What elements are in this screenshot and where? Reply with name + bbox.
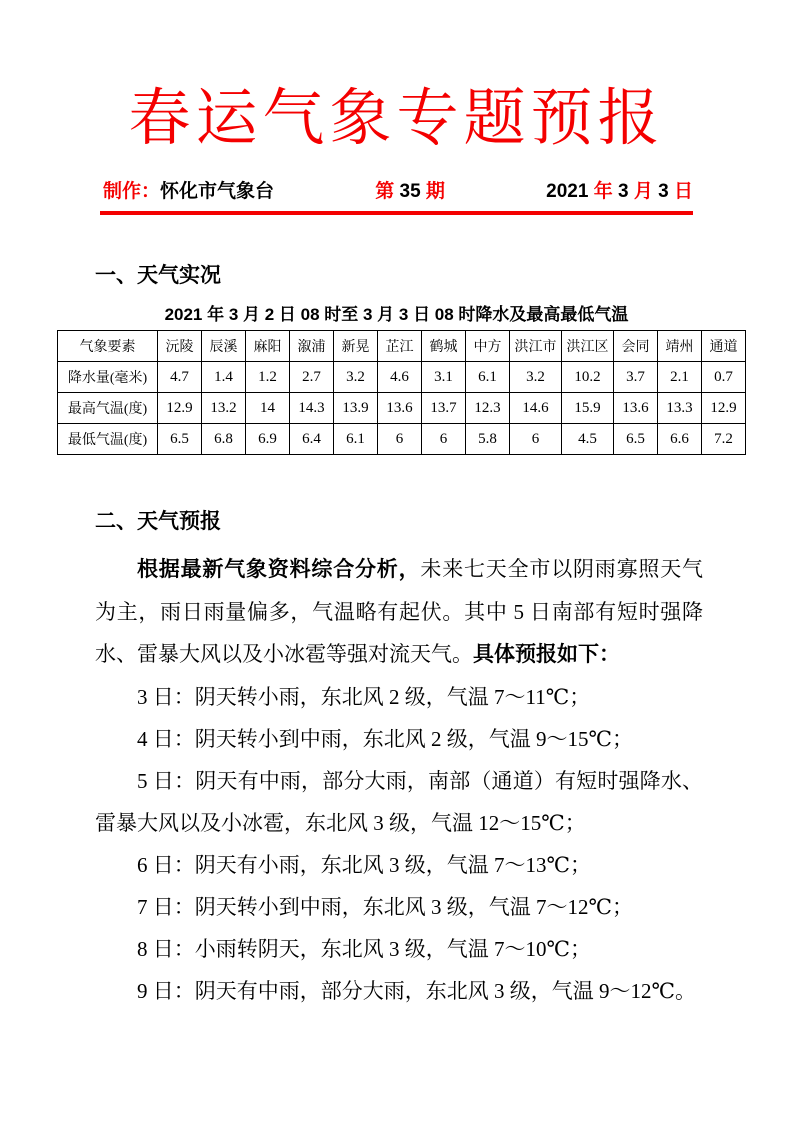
table-cell: 15.9	[562, 393, 614, 424]
column-header: 气象要素	[58, 331, 158, 362]
table-cell: 1.2	[246, 362, 290, 393]
document-title: 春运气象专题预报	[128, 85, 665, 153]
producer	[103, 176, 274, 203]
table-cell: 6.8	[202, 424, 246, 455]
forecast-intro-tail: 具体预报如下：	[473, 643, 620, 667]
row-label: 降水量(毫米)	[58, 362, 158, 393]
table-cell: 13.6	[614, 393, 658, 424]
table-header-row	[58, 331, 746, 362]
table-cell: 6.1	[466, 362, 510, 393]
forecast-line: 7 日：阴天转小到中雨，东北风 3 级，气温 7～12℃；	[137, 895, 633, 920]
table-row	[58, 424, 746, 455]
issue-segment: 35	[399, 181, 421, 202]
column-header: 洪江区	[562, 331, 614, 362]
table-cell: 10.2	[562, 362, 614, 393]
forecast-line: 4 日：阴天转小到中雨，东北风 2 级，气温 9～15℃；	[137, 727, 633, 752]
date-segment: 2021	[546, 181, 589, 202]
column-header: 溆浦	[290, 331, 334, 362]
table-cell: 14.3	[290, 393, 334, 424]
table-cell: 14	[246, 393, 290, 424]
table-cell: 4.6	[378, 362, 422, 393]
forecast-intro-lead: 根据最新气象资料综合分析，	[137, 558, 421, 582]
table-cell: 13.9	[334, 393, 378, 424]
table-cell: 12.9	[158, 393, 202, 424]
table-cell: 12.3	[466, 393, 510, 424]
forecast-line: 3 日：阴天转小雨，东北风 2 级，气温 7～11℃；	[137, 685, 591, 710]
table-cell: 3.7	[614, 362, 658, 393]
table-cell: 6	[378, 424, 422, 455]
producer-value: 怀化市气象台	[160, 181, 275, 202]
forecast-block	[95, 548, 703, 1012]
issue-date	[546, 176, 693, 203]
table-cell: 3.2	[510, 362, 562, 393]
issue-segment: 期	[420, 181, 445, 202]
table-cell: 6.6	[658, 424, 702, 455]
table-cell: 3.1	[422, 362, 466, 393]
table-caption: 2021 年 3 月 2 日 08 时至 3 月 3 日 08 时降水及最高最低气温	[164, 305, 629, 325]
forecast-line: 5 日：阴天有中雨，部分大雨，南部（通道）有短时强降水、雷暴大风以及小冰雹，东北风 3 级，气温 12～15℃；	[95, 769, 703, 836]
column-header: 鹤城	[422, 331, 466, 362]
table-row	[58, 362, 746, 393]
forecast-line: 8 日：小雨转阴天，东北风 3 级，气温 7～10℃；	[137, 937, 591, 962]
table-cell: 6	[422, 424, 466, 455]
table-cell: 7.2	[702, 424, 746, 455]
column-header: 洪江市	[510, 331, 562, 362]
issue-segment: 第	[375, 181, 400, 202]
table-cell: 1.4	[202, 362, 246, 393]
weather-table	[57, 330, 746, 455]
table-cell: 6.4	[290, 424, 334, 455]
row-label: 最高气温(度)	[58, 393, 158, 424]
date-segment: 3	[658, 181, 669, 202]
column-header: 通道	[702, 331, 746, 362]
column-header: 新晃	[334, 331, 378, 362]
red-divider	[100, 211, 693, 215]
table-cell: 3.2	[334, 362, 378, 393]
meta-row	[103, 176, 693, 203]
table-cell: 6.5	[158, 424, 202, 455]
forecast-intro	[95, 548, 703, 676]
table-cell: 6.1	[334, 424, 378, 455]
table-row	[58, 393, 746, 424]
table-cell: 13.3	[658, 393, 702, 424]
column-header: 辰溪	[202, 331, 246, 362]
table-cell: 2.7	[290, 362, 334, 393]
table-cell: 12.9	[702, 393, 746, 424]
forecast-line: 9 日：阴天有中雨，部分大雨，东北风 3 级，气温 9～12℃。	[137, 979, 696, 1004]
issue-number	[375, 176, 445, 203]
date-segment: 月	[628, 181, 659, 202]
forecast-line: 6 日：阴天有小雨，东北风 3 级，气温 7～13℃；	[137, 853, 591, 878]
row-label: 最低气温(度)	[58, 424, 158, 455]
table-cell: 14.6	[510, 393, 562, 424]
table-cell: 4.5	[562, 424, 614, 455]
table-cell: 6	[510, 424, 562, 455]
section2-heading: 二、天气预报	[95, 510, 221, 534]
producer-label: 制作：	[103, 181, 161, 202]
section1-heading: 一、天气实况	[95, 264, 221, 287]
table-cell: 13.2	[202, 393, 246, 424]
table-cell: 0.7	[702, 362, 746, 393]
date-segment: 日	[668, 181, 693, 202]
forecast-intro-body: 未来七天全市以阴雨寡照天气为主，雨日雨量偏多，气温略有起伏。其中 5 日南部有短时强降水、雷暴大风以及小冰雹等强对流天气。	[95, 557, 704, 667]
table-cell: 2.1	[658, 362, 702, 393]
column-header: 中方	[466, 331, 510, 362]
table-cell: 13.6	[378, 393, 422, 424]
table-cell: 5.8	[466, 424, 510, 455]
column-header: 会同	[614, 331, 658, 362]
column-header: 麻阳	[246, 331, 290, 362]
column-header: 靖州	[658, 331, 702, 362]
date-segment: 3	[617, 181, 629, 202]
column-header: 芷江	[378, 331, 422, 362]
table-cell: 6.5	[614, 424, 658, 455]
table-cell: 13.7	[422, 393, 466, 424]
column-header: 沅陵	[158, 331, 202, 362]
table-cell: 6.9	[246, 424, 290, 455]
date-segment: 年	[588, 181, 618, 202]
table-cell: 4.7	[158, 362, 202, 393]
